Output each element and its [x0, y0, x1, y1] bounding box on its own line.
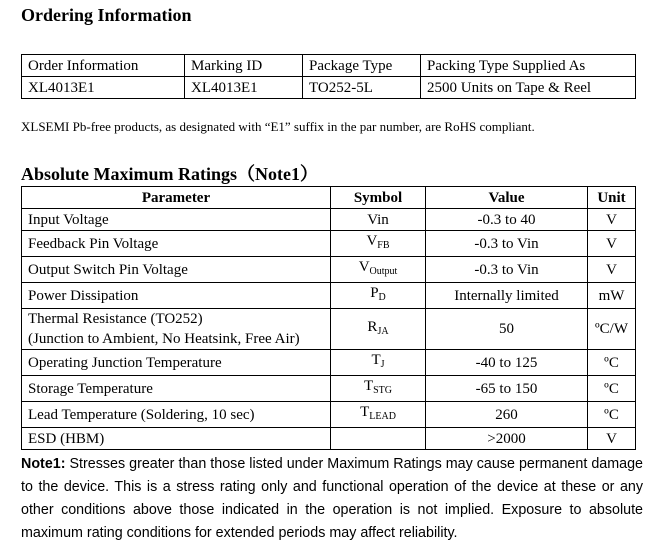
symbol-text: T	[360, 404, 370, 420]
param-cell: Operating Junction Temperature	[22, 350, 331, 376]
unit-cell: ºC	[588, 350, 636, 376]
table-cell: XL4013E1	[185, 77, 303, 99]
symbol-subscript: JA	[377, 325, 389, 337]
note-label: Note1:	[21, 456, 66, 472]
param-cell: Lead Temperature (Soldering, 10 sec)	[22, 402, 331, 428]
table-header-cell: Value	[426, 187, 588, 209]
table-header-cell: Packing Type Supplied As	[421, 55, 636, 77]
symbol-subscript: Output	[369, 266, 398, 277]
value-cell: 260	[426, 402, 588, 428]
symbol-cell	[331, 428, 426, 450]
table-header-cell: Symbol	[331, 187, 426, 209]
param-cell: Output Switch Pin Voltage	[22, 257, 331, 283]
table-header-cell: Package Type	[303, 55, 421, 77]
unit-cell: V	[588, 231, 636, 257]
symbol-cell	[331, 283, 426, 309]
ratings-table	[21, 186, 636, 450]
unit-cell: V	[588, 428, 636, 450]
symbol-cell	[331, 376, 426, 402]
table-row	[22, 309, 636, 350]
param-cell	[22, 309, 331, 350]
symbol-text: V	[358, 259, 370, 275]
value-cell: Internally limited	[426, 283, 588, 309]
value-cell: 50	[426, 309, 588, 350]
table-row	[22, 376, 636, 402]
table-row	[22, 231, 636, 257]
param-cell: Input Voltage	[22, 209, 331, 231]
table-row	[22, 209, 636, 231]
value-cell: -65 to 150	[426, 376, 588, 402]
symbol-subscript: J	[380, 359, 385, 370]
table-row	[22, 350, 636, 376]
ordering-table	[21, 54, 636, 99]
note-text: Stresses greater than those listed under Maximum Ratings may cause permanent damage to the device. This is a stress rating only and functional operation of the device at these or any other conditions above those indicated in the operation is not implied. Exposure to absolute maximum rating conditions for extended periods may affect reliability.	[21, 456, 643, 541]
symbol-cell	[331, 402, 426, 428]
symbol-text: T	[363, 378, 374, 394]
symbol-text: V	[366, 233, 378, 249]
table-header-cell: Marking ID	[185, 55, 303, 77]
param-cell: Power Dissipation	[22, 283, 331, 309]
table-header-cell: Unit	[588, 187, 636, 209]
unit-cell: ºC	[588, 376, 636, 402]
value-cell: -0.3 to 40	[426, 209, 588, 231]
symbol-cell	[331, 209, 426, 231]
param-cell: Storage Temperature	[22, 376, 331, 402]
ratings-heading: Absolute Maximum Ratings（Note1）	[21, 164, 318, 184]
symbol-text: R	[367, 318, 378, 335]
param-line: (Junction to Ambient, No Heatsink, Free Air)	[28, 331, 300, 347]
table-header-row	[22, 187, 636, 209]
value-cell: -40 to 125	[426, 350, 588, 376]
table-row	[22, 402, 636, 428]
table-row	[22, 428, 636, 450]
symbol-subscript: FB	[377, 240, 390, 251]
ordering-heading: Ordering Information	[21, 5, 192, 25]
table-row	[22, 257, 636, 283]
param-cell: Feedback Pin Voltage	[22, 231, 331, 257]
symbol-subscript: STG	[373, 385, 393, 396]
table-cell: 2500 Units on Tape & Reel	[421, 77, 636, 99]
symbol-subscript: D	[378, 292, 386, 303]
unit-cell: mW	[588, 283, 636, 309]
symbol-text: T	[371, 352, 381, 368]
unit-cell: V	[588, 257, 636, 283]
param-cell: ESD (HBM)	[22, 428, 331, 450]
symbol-text: P	[370, 285, 379, 301]
value-cell: >2000	[426, 428, 588, 450]
table-header-cell: Parameter	[22, 187, 331, 209]
symbol-cell	[331, 231, 426, 257]
table-header-row	[22, 55, 636, 77]
symbol-subscript: LEAD	[369, 411, 396, 422]
unit-cell: V	[588, 209, 636, 231]
table-header-cell: Order Information	[22, 55, 185, 77]
unit-cell: ºC	[588, 402, 636, 428]
symbol-text: Vin	[367, 211, 389, 228]
compliance-note: XLSEMI Pb-free products, as designated with “E1” suffix in the par number, are RoHS compliant.	[21, 119, 535, 134]
symbol-cell	[331, 350, 426, 376]
table-cell: TO252-5L	[303, 77, 421, 99]
param-line: Thermal Resistance (TO252)	[28, 311, 203, 327]
value-cell: -0.3 to Vin	[426, 231, 588, 257]
note-paragraph	[21, 453, 643, 545]
value-cell: -0.3 to Vin	[426, 257, 588, 283]
symbol-cell	[331, 309, 426, 350]
table-row	[22, 283, 636, 309]
unit-cell: ºC/W	[588, 309, 636, 350]
table-cell: XL4013E1	[22, 77, 185, 99]
symbol-cell	[331, 257, 426, 283]
table-row	[22, 77, 636, 99]
